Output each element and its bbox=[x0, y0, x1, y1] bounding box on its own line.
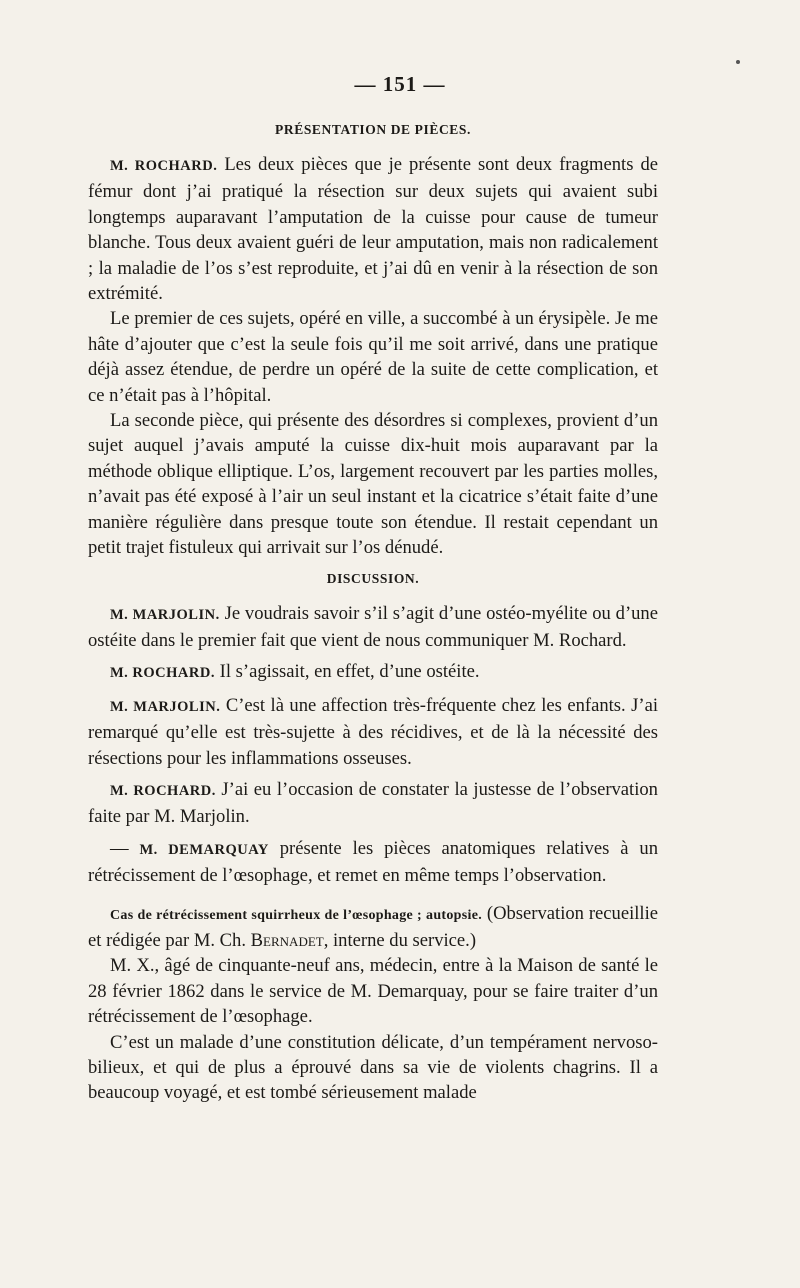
speaker-name: M. MARJOLIN. bbox=[110, 698, 221, 715]
paragraph-rochard-3 bbox=[88, 777, 658, 830]
section-title: PRÉSENTATION DE PIÈCES. bbox=[275, 122, 471, 137]
speaker-name: M. ROCHARD. bbox=[110, 782, 216, 799]
paragraph-rochard-1 bbox=[88, 152, 658, 306]
paragraph-marjolin-2 bbox=[88, 693, 658, 771]
paragraph-rochard-2 bbox=[88, 659, 658, 686]
case-title: Cas de rétrécissement squirrheux de l’œsophage ; autopsie. bbox=[110, 907, 483, 923]
paragraph-text: Je voudrais savoir s’il s’agit d’une ostéo-myélite ou d’une ostéite dans le premier fait que vient de nous communiquer M. Rochard. bbox=[88, 602, 658, 651]
paragraph-text: , interne du service.) bbox=[323, 929, 477, 951]
paragraph-text: C’est là une affection très-fréquente chez les enfants. J’ai remarqué qu’elle est très-sujette à des récidives, et de là la nécessité des résections pour les inflammations osseuses. bbox=[88, 694, 658, 769]
author-name: Bernadet bbox=[250, 929, 324, 951]
paragraph-first-subject: Le premier de ces sujets, opéré en ville, a succombé à un érysipèle. Je me hâte d’ajouter que c’est la seule fois qu’il me soit arrivé, dans une pratique déjà assez étendue, de perdre un opéré de la suite de cette complication, et ce n’était pas à l’hôpital. bbox=[88, 308, 658, 406]
speaker-name: M. DEMARQUAY bbox=[139, 841, 269, 858]
paragraph-text: J’ai eu l’occasion de constater la justesse de l’observation faite par M. Marjolin. bbox=[88, 778, 658, 828]
paragraph-patient-admission: M. X., âgé de cinquante-neuf ans, médecin, entre à la Maison de santé le 28 février 1862 dans le service de M. Demarquay, pour se faire traiter d’un rétrécissement de l’œsophage. bbox=[88, 955, 658, 1028]
em-dash: — bbox=[110, 837, 140, 859]
paragraph-text: présente les pièces anatomiques relatives à un rétrécissement de l’œsophage, et remet en même temps l’observation. bbox=[88, 837, 658, 887]
text-column bbox=[88, 112, 658, 1106]
paragraph-second-piece: La seconde pièce, qui présente des désordres si complexes, provient d’un sujet auquel j’avais amputé la cuisse dix-huit mois auparavant par la méthode oblique elliptique. L’os, largement recouvert par les parties molles, n’avait pas été exposé à l’air un seul instant et la cicatrice s’était faite d’une manière régulière dans presque toute son étendue. Il restait cependant un petit trajet fistuleux qui arrivait sur l’os dénudé. bbox=[88, 410, 658, 559]
speaker-name: M. ROCHARD. bbox=[110, 158, 218, 174]
ink-dot bbox=[736, 60, 740, 64]
paragraph-demarquay bbox=[88, 836, 658, 889]
paragraph-text: Les deux pièces que je présente sont deux fragments de fémur dont j’ai pratiqué la résection sur deux sujets qui avaient subi longtemps auparavant l’amputation de la cuisse pour cause de tumeur blanche. Tous deux avaient guéri de leur amputation, mais non radicalement ; la maladie de l’os s’est reproduite, et j’ai dû en venir à la résection de son extrémité. bbox=[88, 154, 658, 305]
paragraph-text: (Observation recueillie et rédigée par M. Ch. bbox=[88, 902, 658, 951]
speaker-name: M. ROCHARD. bbox=[110, 665, 215, 682]
page-number: — 151 — bbox=[354, 72, 446, 96]
paragraph-marjolin-1 bbox=[88, 601, 658, 654]
paragraph-text: Il s’agissait, en effet, d’une ostéite. bbox=[214, 661, 480, 683]
speaker-name: M. MARJOLIN. bbox=[110, 606, 220, 623]
paragraph-patient-history: C’est un malade d’une constitution délicate, d’un tempérament nervoso-bilieux, et qui de plus a éprouvé dans sa vie de violents chagrins. Il a beaucoup voyagé, et est tombé sérieusement malade bbox=[88, 1031, 658, 1104]
paragraph-case-title bbox=[88, 901, 658, 954]
discussion-title: DISCUSSION. bbox=[326, 570, 420, 586]
